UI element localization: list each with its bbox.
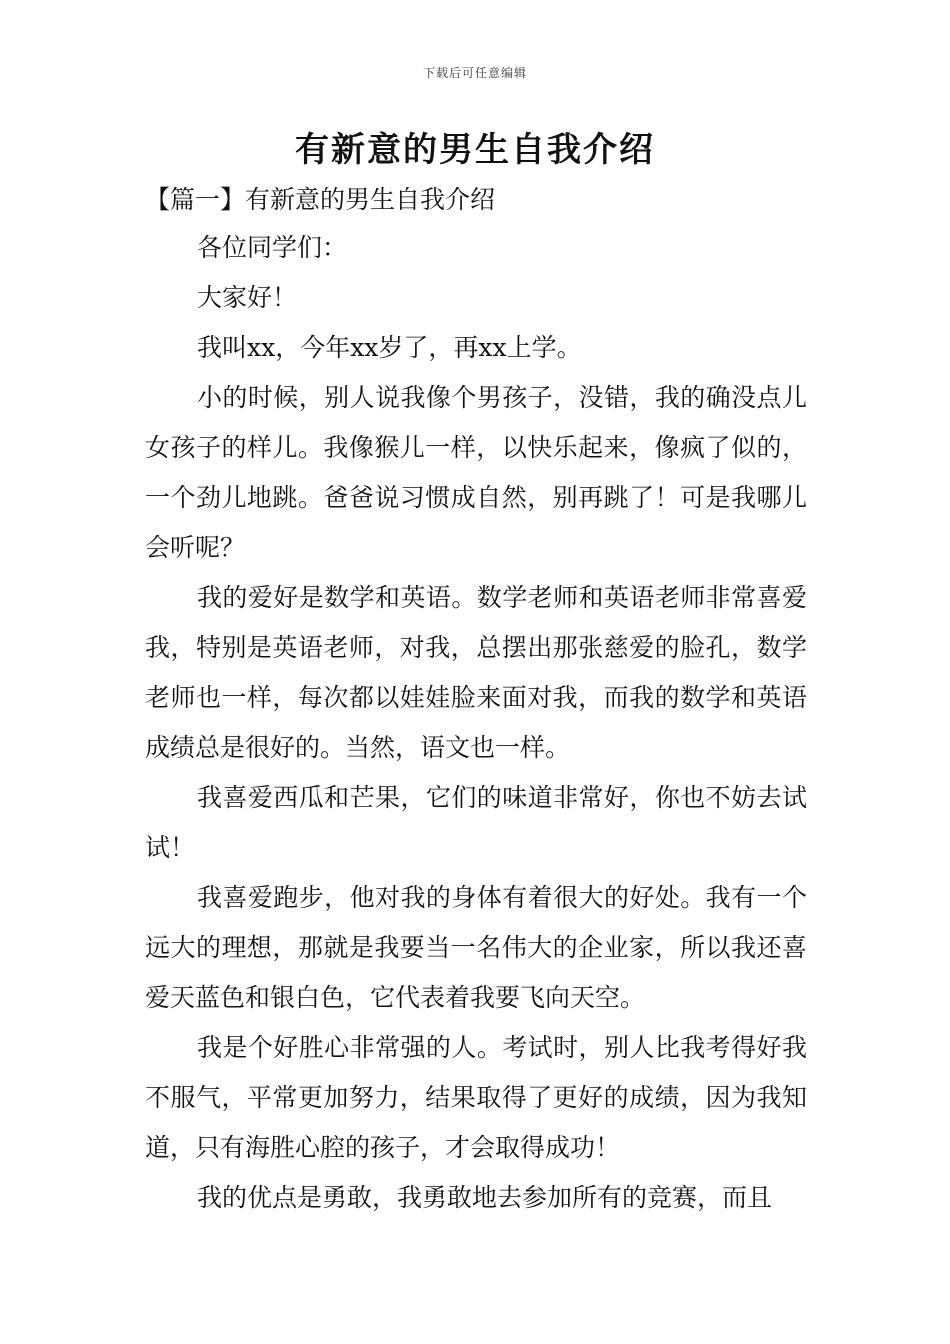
- paragraph: 小的时候，别人说我像个男孩子，没错，我的确没点儿女孩子的样儿。我像猴儿一样，以快乐起来，像疯了似的，一个劲儿地跳。爸爸说习惯成自然，别再跳了！可是我哪儿会听呢？: [145, 383, 807, 562]
- paragraph: 大家好！: [197, 283, 298, 312]
- paragraph: 我的优点是勇敢，我勇敢地去参加所有的竞赛，而且: [197, 1183, 773, 1212]
- section-heading: 【篇一】有新意的男生自我介绍: [145, 185, 496, 214]
- paragraph: 我喜爱西瓜和芒果，它们的味道非常好，你也不妨去试试！: [145, 783, 807, 862]
- paragraph: 我是个好胜心非常强的人。考试时，别人比我考得好我不服气，平常更加努力，结果取得了更好的成绩，因为我知道，只有海胜心腔的孩子，才会取得成功！: [145, 1033, 807, 1162]
- header-note: 下载后可任意编辑: [422, 66, 527, 80]
- document-title: 有新意的男生自我介绍: [295, 130, 655, 170]
- paragraph: 我叫xx，今年xx岁了，再xx上学。: [197, 333, 582, 362]
- paragraph: 我喜爱跑步，他对我的身体有着很大的好处。我有一个远大的理想，那就是我要当一名伟大的企业家，所以我还喜爱天蓝色和银白色，它代表着我要飞向天空。: [145, 883, 807, 1012]
- paragraph: 各位同学们：: [197, 233, 348, 262]
- paragraph: 我的爱好是数学和英语。数学老师和英语老师非常喜爱我，特别是英语老师，对我，总摆出那张慈爱的脸孔，数学老师也一样，每次都以娃娃脸来面对我，而我的数学和英语成绩总是很好的。当然，语文也一样。: [145, 583, 807, 762]
- document-body: [145, 177, 807, 1223]
